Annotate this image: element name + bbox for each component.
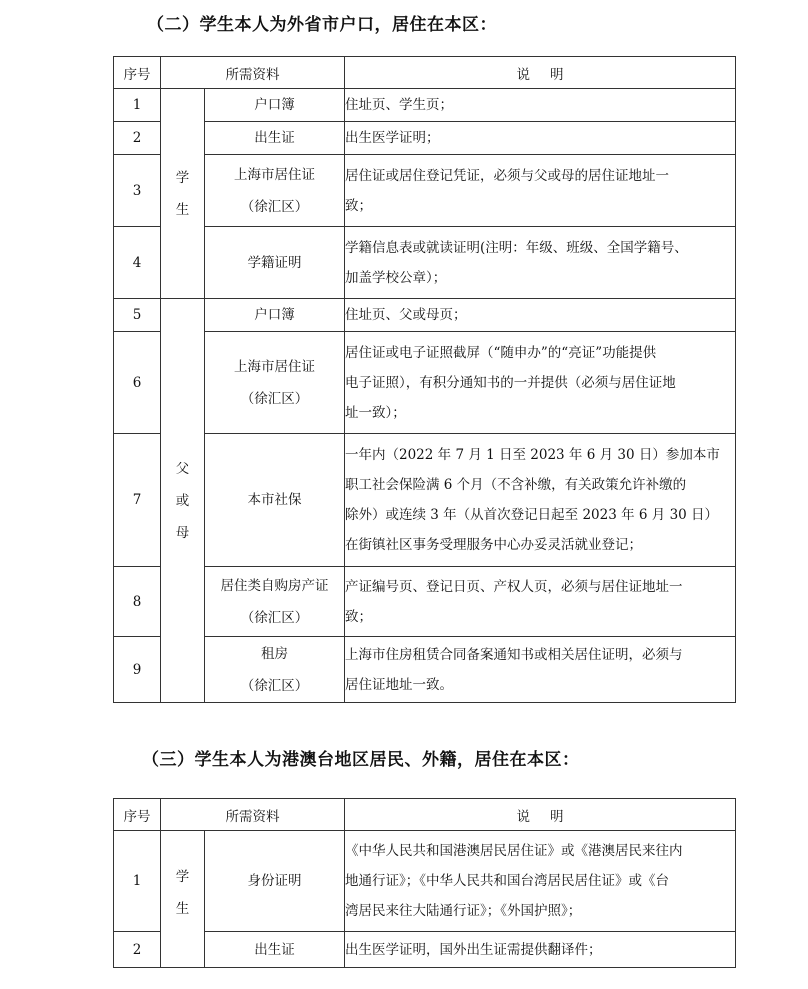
row-material: 租房 （徐汇区） <box>205 637 345 703</box>
section-3-heading: （三）学生本人为港澳台地区居民、外籍，居住在本区： <box>142 750 580 770</box>
row-material: 身份证明 <box>205 831 345 932</box>
table-row <box>114 332 736 434</box>
section-2-table <box>113 56 736 703</box>
row-material: 上海市居住证 （徐汇区） <box>205 155 345 227</box>
table-header-row <box>114 799 736 831</box>
row-desc: 学籍信息表或就读证明(注明：年级、班级、全国学籍号、 加盖学校公章）； <box>345 227 736 299</box>
header-materials: 所需资料 <box>161 799 345 831</box>
table-row <box>114 299 736 332</box>
row-desc: 住址页、父或母页； <box>345 299 736 332</box>
row-desc: 居住证或电子证照截屏（“随申办”的“亮证”功能提供 电子证照），有积分通知书的一并提供（必须与居住证地 址一致）； <box>345 332 736 434</box>
table-row <box>114 831 736 932</box>
group-student: 学 生 <box>161 831 205 968</box>
row-material: 户口簿 <box>205 299 345 332</box>
row-seq: 3 <box>114 155 161 227</box>
row-seq: 5 <box>114 299 161 332</box>
row-material: 出生证 <box>205 122 345 155</box>
row-material: 上海市居住证 （徐汇区） <box>205 332 345 434</box>
row-desc: 居住证或居住登记凭证，必须与父或母的居住证地址一 致； <box>345 155 736 227</box>
group-parent: 父 或 母 <box>161 299 205 703</box>
header-desc: 说 明 <box>345 57 736 89</box>
table-row <box>114 932 736 968</box>
row-desc: 上海市住房租赁合同备案通知书或相关居住证明，必须与 居住证地址一致。 <box>345 637 736 703</box>
section-2-heading: （二）学生本人为外省市户口，居住在本区： <box>147 15 497 35</box>
table-row <box>114 567 736 637</box>
row-seq: 6 <box>114 332 161 434</box>
group-student: 学 生 <box>161 89 205 299</box>
row-desc: 住址页、学生页； <box>345 89 736 122</box>
table-row <box>114 227 736 299</box>
row-seq: 2 <box>114 122 161 155</box>
table-row <box>114 122 736 155</box>
table-row <box>114 434 736 567</box>
table-row <box>114 89 736 122</box>
row-seq: 1 <box>114 89 161 122</box>
header-seq: 序号 <box>114 57 161 89</box>
row-desc: 《中华人民共和国港澳居民居住证》或《港澳居民来往内 地通行证》；《中华人民共和国台湾居民居住证》或《台 湾居民来往大陆通行证》；《外国护照》； <box>345 831 736 932</box>
row-seq: 1 <box>114 831 161 932</box>
row-seq: 2 <box>114 932 161 968</box>
row-desc: 出生医学证明； <box>345 122 736 155</box>
row-material: 出生证 <box>205 932 345 968</box>
row-material: 户口簿 <box>205 89 345 122</box>
header-seq: 序号 <box>114 799 161 831</box>
table-row <box>114 637 736 703</box>
row-desc: 一年内（2022 年 7 月 1 日至 2023 年 6 月 30 日）参加本市 职工社会保险满 6 个月（不含补缴，有关政策允许补缴的 除外）或连续 3 年（从首次登记日起至 2023 年 6 月 30 日） 在街镇社区事务受理服务中心办妥灵活就业登记； <box>345 434 736 567</box>
row-seq: 4 <box>114 227 161 299</box>
row-desc: 出生医学证明，国外出生证需提供翻译件； <box>345 932 736 968</box>
row-material: 居住类自购房产证 （徐汇区） <box>205 567 345 637</box>
row-seq: 7 <box>114 434 161 567</box>
row-desc: 产证编号页、登记日页、产权人页，必须与居住证地址一 致； <box>345 567 736 637</box>
row-seq: 8 <box>114 567 161 637</box>
row-material: 学籍证明 <box>205 227 345 299</box>
table-row <box>114 155 736 227</box>
row-seq: 9 <box>114 637 161 703</box>
header-desc: 说 明 <box>345 799 736 831</box>
row-material: 本市社保 <box>205 434 345 567</box>
header-materials: 所需资料 <box>161 57 345 89</box>
section-3-table <box>113 798 736 968</box>
table-header-row <box>114 57 736 89</box>
